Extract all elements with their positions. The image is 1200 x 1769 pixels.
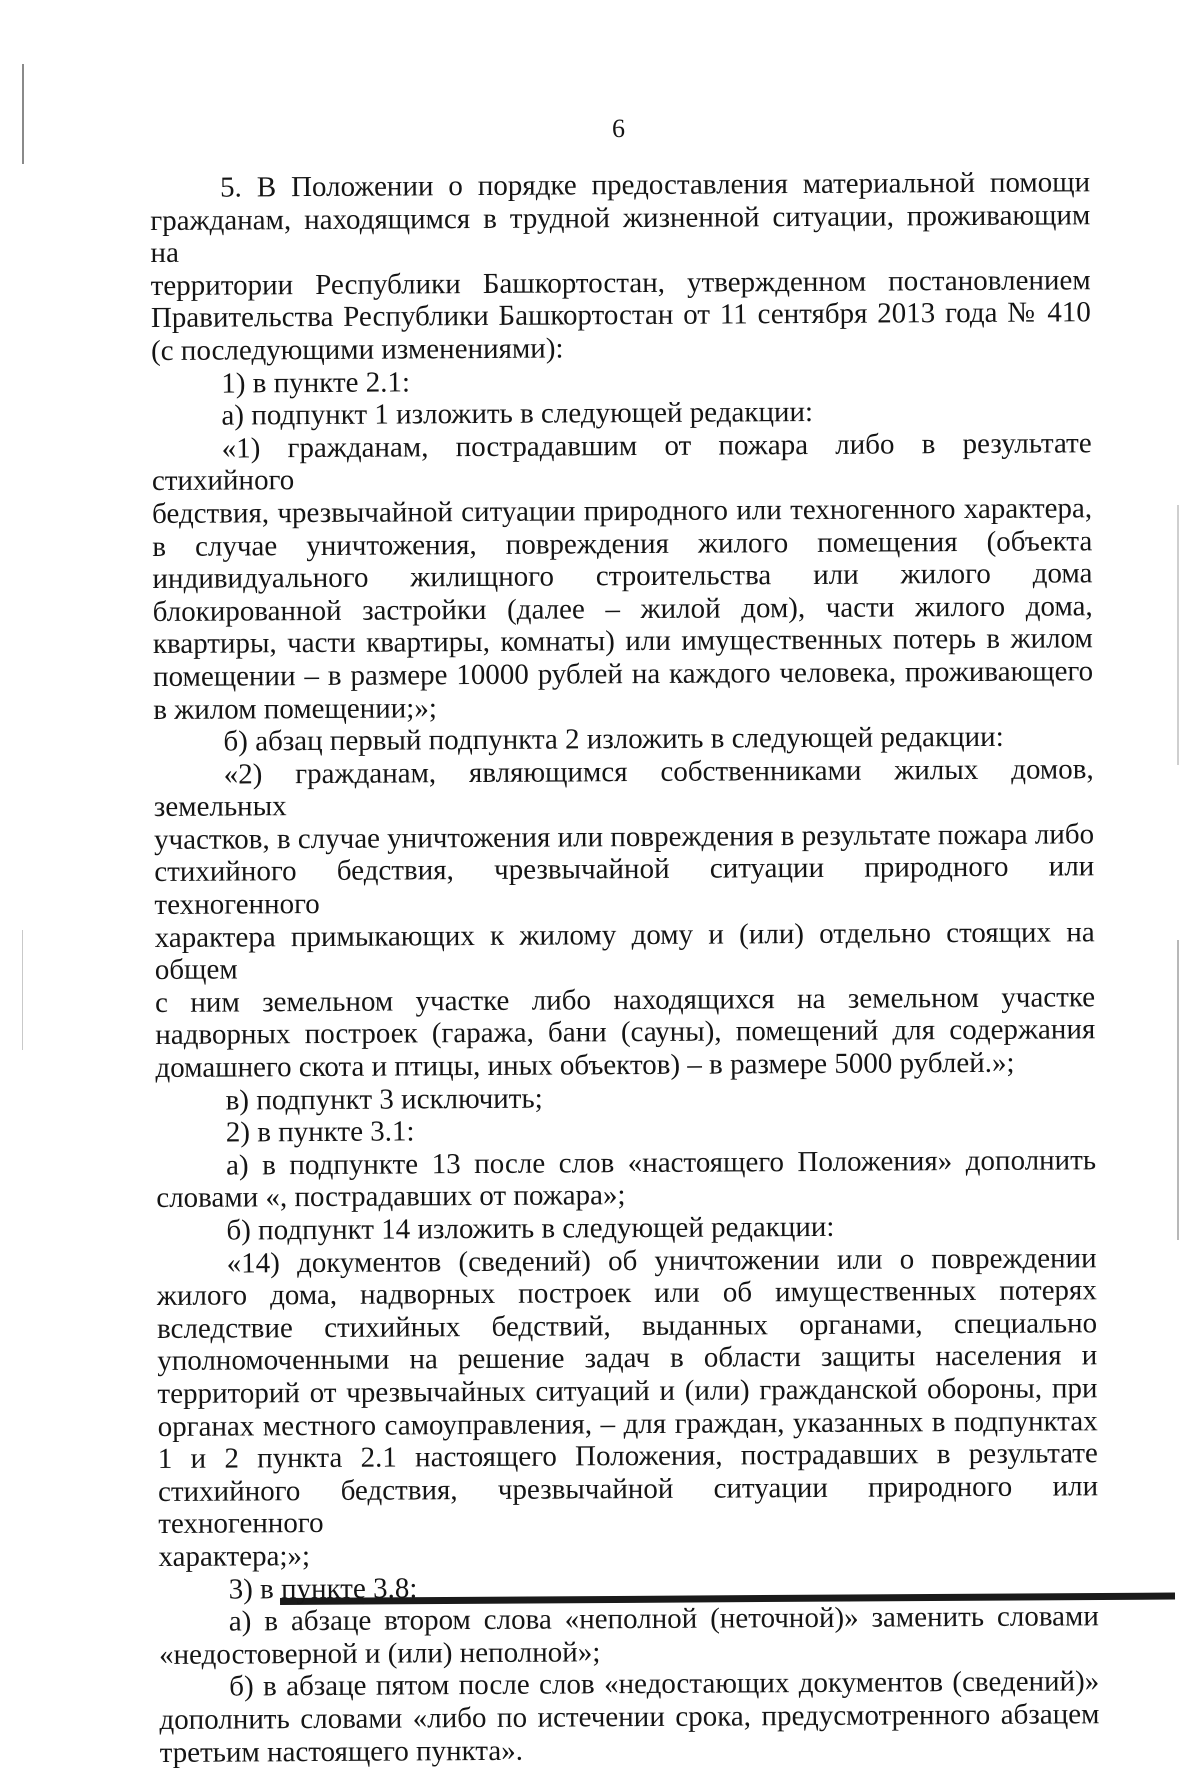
- text-line: блокированной застройки (далее – жилой дом), части жилого дома,: [152, 589, 1093, 628]
- text-line: «недостоверной и (или) неполной»;: [158, 1635, 601, 1671]
- text-line: территорий от чрезвычайных ситуаций и (или) гражданской обороны, при: [157, 1372, 1098, 1410]
- text-line: 1) в пункте 2.1:: [221, 365, 411, 400]
- text-line: (с последующими изменениями):: [150, 332, 564, 367]
- text-line: 3) в пункте 3.8:: [228, 1571, 418, 1606]
- text-line: уполномоченными на решение задач в области защиты населения и: [157, 1339, 1098, 1378]
- scan-edge-right-bottom: [1177, 940, 1179, 1240]
- scan-edge-left-middle: [22, 930, 23, 1050]
- text-line: бедствия, чрезвычайной ситуации природного или техногенного характера,: [151, 492, 1093, 530]
- text-line: а) в подпункте 13 после слов «настоящего Положения» дополнить: [225, 1144, 1097, 1182]
- text-line: в) подпункт 3 исключить;: [225, 1082, 543, 1117]
- text-line: характера примыкающих к жилому дому и (или) отдельно стоящих на общем: [154, 915, 1095, 987]
- text-line: б) в абзаце пятом после слов «недостающих документов (сведений)»: [229, 1665, 1100, 1703]
- text-line: гражданам, находящимся в трудной жизненной ситуации, проживающим на: [150, 198, 1091, 270]
- text-line: характера;»;: [158, 1539, 311, 1573]
- text-line: а) подпункт 1 изложить в следующей редакции:: [221, 396, 814, 432]
- text-line: 5. В Положении о порядке предоставления материальной помощи: [219, 166, 1091, 204]
- text-line: «1) гражданам, пострадавшим от пожара либо в результате стихийного: [151, 427, 1092, 498]
- document-body: [150, 166, 1100, 1769]
- text-line: индивидуального жилищного строительства или жилого дома: [152, 557, 1093, 596]
- text-line: в случае уничтожения, повреждения жилого помещения (объекта: [152, 524, 1093, 563]
- scan-edge-left-top: [22, 64, 24, 164]
- text-line: жилого дома, надворных построек или об имущественных потерях: [156, 1274, 1097, 1313]
- text-line: надворных построек (гаража, бани (сауны), помещений для содержания: [155, 1013, 1096, 1052]
- text-line: органах местного самоуправления, – для граждан, указанных в подпунктах: [157, 1404, 1098, 1443]
- page-number: 6: [612, 114, 625, 143]
- text-line: 1 и 2 пункта 2.1 настоящего Положения, пострадавших в результате: [157, 1437, 1098, 1476]
- text-line: в жилом помещении;»;: [153, 691, 437, 726]
- text-line: стихийного бедствия, чрезвычайной ситуации природного или техногенного: [157, 1469, 1099, 1541]
- text-line: стихийного бедствия, чрезвычайной ситуации природного или техногенного: [154, 850, 1095, 922]
- text-line: «2) гражданам, являющимся собственниками жилых домов, земельных: [153, 752, 1094, 824]
- text-line: б) подпункт 14 изложить в следующей редакции:: [226, 1210, 835, 1247]
- scan-edge-right-top: [1177, 505, 1179, 765]
- text-line: вследствие стихийных бедствий, выданных органами, специально: [156, 1307, 1098, 1345]
- text-line: территории Республики Башкортостан, утвержденном постановлением: [150, 264, 1091, 302]
- text-line: третьим настоящего пункта».: [159, 1734, 524, 1769]
- text-line: «14) документов (сведений) об уничтожении или о повреждении: [226, 1241, 1097, 1280]
- text-line: помещении – в размере 10000 рублей на каждого человека, проживающего: [152, 655, 1094, 693]
- text-line: Правительства Республики Башкортостан от 11 сентября 2013 года № 410: [150, 296, 1091, 335]
- text-line: участков, в случае уничтожения или повреждения в результате пожара либо: [153, 818, 1095, 856]
- text-line: а) в абзаце втором слова «неполной (неточной)» заменить словами: [228, 1600, 1099, 1638]
- text-line: б) абзац первый подпункта 2 изложить в следующей редакции:: [223, 720, 1004, 758]
- text-line: квартиры, части квартиры, комнаты) или имущественных потерь в жилом: [152, 622, 1093, 661]
- text-line: дополнить словами «либо по истечении срока, предусмотренного абзацем: [159, 1698, 1100, 1736]
- text-line: 2) в пункте 3.1:: [225, 1115, 415, 1149]
- text-line: с ним земельном участке либо находящихся на земельном участке: [154, 981, 1096, 1019]
- text-line: домашнего скота и птицы, иных объектов) – в размере 5000 рублей.»;: [155, 1046, 1015, 1085]
- text-line: словами «, пострадавших от пожара»;: [156, 1179, 626, 1215]
